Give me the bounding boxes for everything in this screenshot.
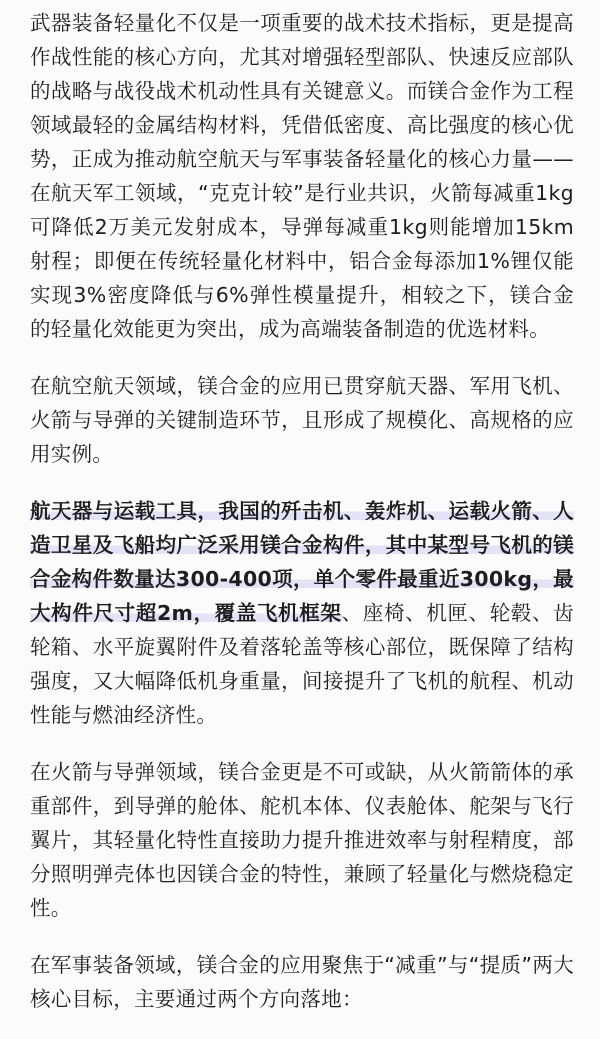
paragraph-spacecraft xyxy=(30,494,574,732)
paragraph-text: 、座椅、机匣、轮毂、齿轮箱、水平旋翼附件及着落轮盖等核心部位，既保障了结构强度，又大幅降低机身重量，间接提升了飞机的航程、机动性能与燃油经济性。 xyxy=(30,601,574,727)
paragraph-aerospace xyxy=(30,369,574,471)
paragraph-text: 在军事装备领域，镁合金的应用聚焦于“减重”与“提质”两大核心目标，主要通过两个方向落地： xyxy=(30,953,574,1011)
highlighted-bold-text: 航天器与运载工具，我国的歼击机、轰炸机、运载火箭、人造卫星及飞船均广泛采用镁合金构件，其中某型号飞机的镁合金构件数量达300-400项，单个零件最重近300kg，最大构件尺寸超2m，覆盖飞机框架 xyxy=(30,499,574,625)
paragraph-text: 武器装备轻量化不仅是一项重要的战术技术指标，更是提高作战性能的核心方向，尤其对增强轻型部队、快速反应部队的战略与战役战术机动性具有关键意义。而镁合金作为工程领域最轻的金属结构材料，凭借低密度、高比强度的核心优势，正成为推动航空航天与军事装备轻量化的核心力量——在航天军工领域，“克克计较”是行业共识，火箭每减重1kg可降低2万美元发射成本，导弹每减重1kg则能增加15km射程；即便在传统轻量化材料中，铝合金每添加1%锂仅能实现3%密度降低与6%弹性模量提升，相较之下，镁合金的轻量化效能更为突出，成为高端装备制造的优选材料。 xyxy=(30,11,574,341)
paragraph-military-equipment xyxy=(30,948,574,1016)
paragraph-rockets-missiles xyxy=(30,755,574,925)
paragraph-text: 在火箭与导弹领域，镁合金更是不可或缺，从火箭箭体的承重部件，到导弹的舱体、舵机本体、仪表舱体、舵架与飞行翼片，其轻量化特性直接助力提升推进效率与射程精度，部分照明弹壳体也因镁合金的特性，兼顾了轻量化与燃烧稳定性。 xyxy=(30,760,574,920)
article-body xyxy=(30,6,574,1039)
paragraph-intro xyxy=(30,6,574,346)
paragraph-text: 在航空航天领域，镁合金的应用已贯穿航天器、军用飞机、火箭与导弹的关键制造环节，且形成了规模化、高规格的应用实例。 xyxy=(30,374,574,466)
